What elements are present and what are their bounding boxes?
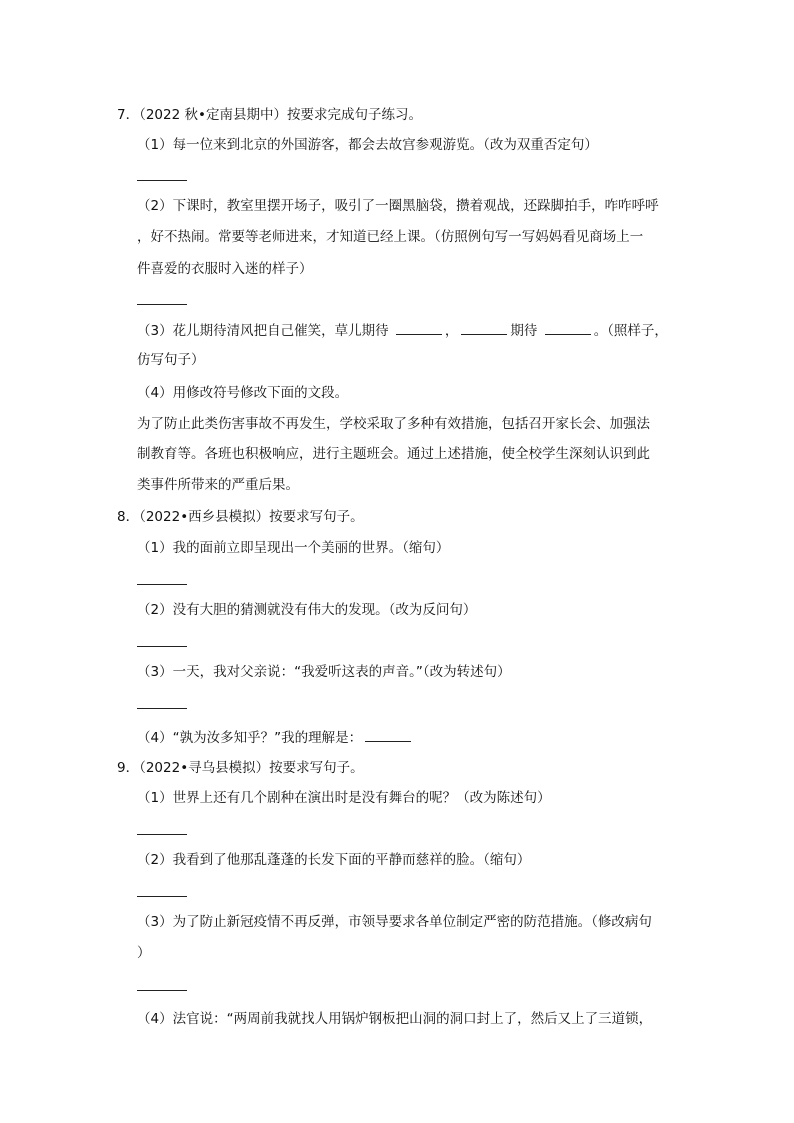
question-8-header (117, 507, 364, 527)
q7-item-3-text: （3）花儿期待清风把自己催笑，草儿期待 (137, 323, 389, 339)
q9-item-3-line-2: ） (137, 945, 151, 961)
q9-item-4: （4）法官说：“两周前我就找人用锅炉钢板把山洞的洞口封上了，然后又上了三道锁， (137, 1011, 653, 1027)
answer-blank[interactable] (396, 320, 442, 335)
question-7-header (117, 105, 422, 125)
answer-blank[interactable] (137, 180, 187, 181)
q7-item-2-line-3: 件喜爱的衣服时入迷的样子） (137, 261, 313, 277)
question-number: 7． (117, 107, 140, 123)
question-source: （2022•西乡县模拟）按要求写句子。 (139, 509, 364, 525)
answer-blank[interactable] (137, 708, 187, 709)
q8-item-3: （3）一天，我对父亲说：“我爱听这表的声音。”（改为转述句） (137, 664, 511, 680)
question-number: 8． (117, 509, 140, 525)
question-9-header (117, 758, 364, 778)
q7-passage-line-1: 为了防止此类伤害事故不再发生，学校采取了多种有效措施，包括召开家长会、加强法 (137, 416, 650, 432)
q7-item-3-line-2: 仿写句子） (137, 352, 205, 368)
q7-item-4: （4）用修改符号修改下面的文段。 (137, 385, 349, 401)
comma: ， (444, 323, 459, 339)
q7-item-3-text: 。（照样子， (593, 323, 668, 339)
q8-item-1: （1）我的面前立即呈现出一个美丽的世界。（缩句） (137, 540, 450, 556)
question-number: 9． (117, 760, 140, 776)
answer-blank[interactable] (545, 320, 591, 335)
q7-passage-line-2: 制教育等。各班也积极响应，进行主题班会。通过上述措施，使全校学生深刻认识到此 (137, 446, 650, 462)
q7-item-3-text: 期待 (510, 323, 538, 339)
q7-item-2-line-1: （2）下课时，教室里摆开场子，吸引了一圈黑脑袋，攒着观战，还跺脚拍手，咋咋呼呼 (137, 198, 659, 214)
q8-item-4-text: （4）“孰为汝多知乎？”我的理解是： (137, 730, 363, 746)
question-source: （2022•寻乌县模拟）按要求写句子。 (139, 760, 364, 776)
answer-blank[interactable] (137, 990, 187, 991)
answer-blank[interactable] (137, 304, 187, 305)
answer-blank[interactable] (461, 320, 507, 335)
q7-item-1: （1）每一位来到北京的外国游客，都会去故宫参观游览。（改为双重否定句） (137, 137, 598, 153)
question-source: （2022 秋•定南县期中）按要求完成句子练习。 (139, 107, 422, 123)
q9-item-2: （2）我看到了他那乱蓬蓬的长发下面的平静而慈祥的脸。（缩句） (137, 852, 531, 868)
q9-item-3-line-1: （3）为了防止新冠疫情不再反弹，市领导要求各单位制定严密的防范措施。（修改病句 (137, 914, 652, 930)
answer-blank[interactable] (137, 896, 187, 897)
q7-item-2-line-2: ，好不热闹。常要等老师进来，才知道已经上课。（仿照例句写一写妈妈看见商场上一 (137, 229, 644, 245)
q7-item-3-line-1 (137, 320, 668, 341)
answer-blank[interactable] (137, 834, 187, 835)
q8-item-4 (137, 727, 414, 748)
answer-blank[interactable] (137, 584, 187, 585)
answer-blank[interactable] (137, 646, 187, 647)
q8-item-2: （2）没有大胆的猜测就没有伟大的发现。（改为反问句） (137, 602, 477, 618)
q9-item-1: （1）世界上还有几个剧种在演出时是没有舞台的呢？（改为陈述句） (137, 790, 551, 806)
q7-passage-line-3: 类事件所带来的严重后果。 (137, 477, 299, 493)
answer-blank[interactable] (365, 727, 411, 742)
